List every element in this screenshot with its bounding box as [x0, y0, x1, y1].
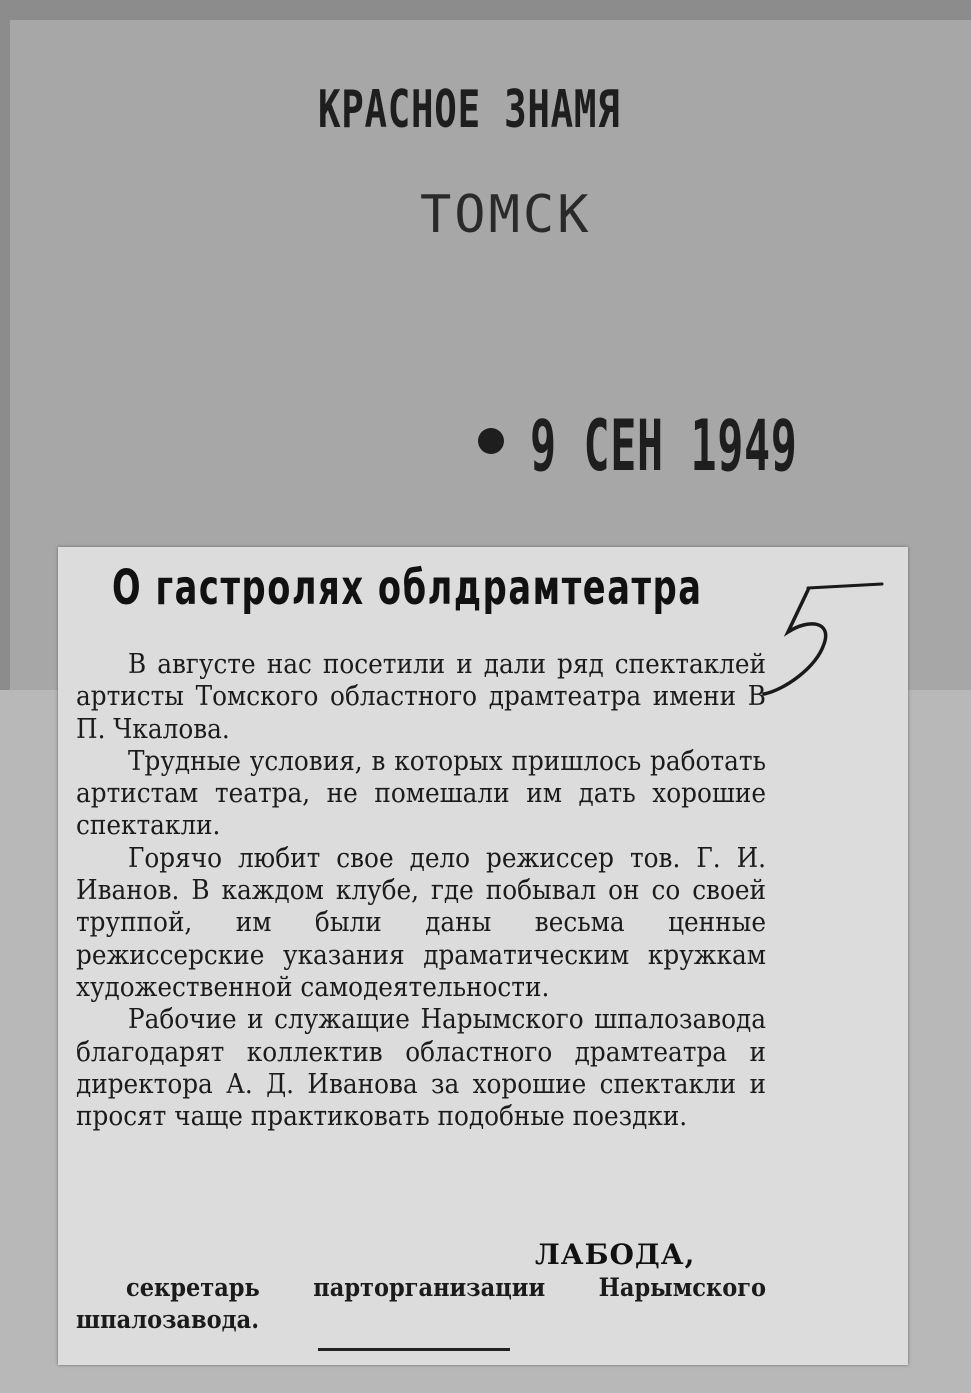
article-paragraph: Трудные условия, в которых пришлось работать артистам театра, не помешали им дать хорошие спектакли.: [76, 744, 766, 842]
article-paragraph: Рабочие и служащие Нарымского шпалозавода благодарят коллектив областного драмтеатра и директора А. Д. Иванова за хорошие спектакли и просят чаще практиковать подобные поездки.: [76, 1003, 766, 1133]
article-headline: О гастролях облдрамтеатра: [112, 560, 703, 616]
author-signature: ЛАБОДА,: [535, 1238, 696, 1271]
handwritten-number-icon: [750, 578, 890, 698]
article-paragraph: В августе нас посетили и дали ряд спектаклей артисты Томского областного драмтеатра имени В П. Чкалова.: [76, 648, 766, 745]
article-paragraph: Горячо любит свое дело режиссер тов. Г. И. Иванов. В каждом клубе, где побывал он со своей труппой, им были даны весьма ценные режиссерские указания драматическим кружкам художественной самодеятельности.: [76, 841, 766, 1003]
closing-rule: [318, 1348, 510, 1351]
date-stamp: 9 СЕН 1949: [530, 405, 798, 487]
city-stamp: ТОМСК: [420, 185, 592, 245]
stamp-dot-icon: [478, 428, 504, 454]
faint-bleed-text: [236, 225, 243, 250]
article-body: [76, 648, 766, 1132]
author-title: секретарь парторганизации Нарымского шпалозавода.: [76, 1273, 766, 1334]
newspaper-name-stamp: КРАСНОЕ ЗНАМЯ: [318, 80, 621, 140]
